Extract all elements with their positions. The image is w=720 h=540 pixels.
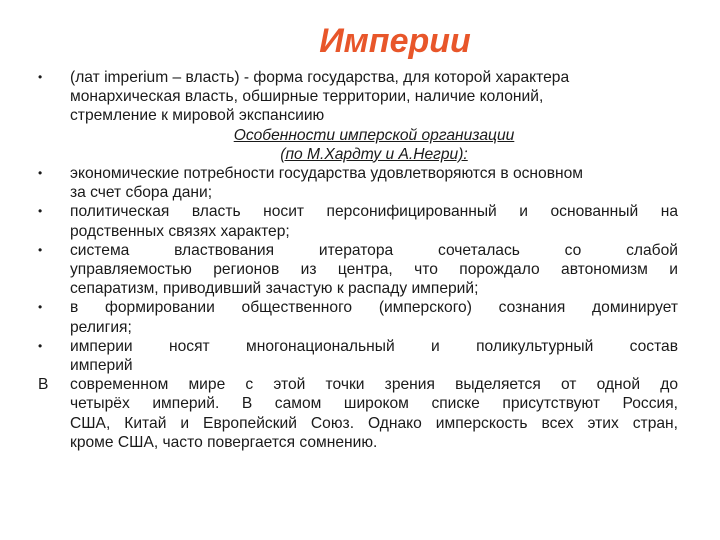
item-line: империй bbox=[70, 357, 133, 375]
bullet-icon: • bbox=[38, 338, 43, 353]
item-line: система властвования итератора сочеталась со слабой bbox=[70, 241, 678, 259]
list-item bbox=[38, 202, 678, 240]
item-line: в формировании общественного (имперского) сознания доминирует bbox=[70, 299, 678, 317]
intro-line: (лат imperium – власть) - форма государства, для которой характера bbox=[70, 69, 570, 86]
closing-line: четырёх империй. В самом широком списке присутствуют Россия, bbox=[70, 395, 678, 413]
intro-line: стремление к мировой экспансиию bbox=[70, 107, 325, 125]
item-line: религия; bbox=[70, 318, 132, 336]
bullet-icon: • bbox=[38, 300, 43, 315]
closing-line: кроме США, часто повергается сомнению. bbox=[70, 433, 378, 451]
item-line: политическая власть носит персонифицированный и основанный на bbox=[70, 203, 678, 221]
bullet-icon: • bbox=[38, 70, 43, 84]
bullet-icon: • bbox=[38, 204, 43, 219]
subheading-line-1: Особенности имперской организации bbox=[233, 126, 515, 144]
item-line: сепаратизм, приводивший зачастую к распаду империй; bbox=[70, 280, 479, 298]
closing-line: современном мире с этой точки зрения выделяется от одной до bbox=[70, 376, 678, 394]
item-line: управляемостью регионов из центра, что порождало автономизм и bbox=[70, 261, 678, 279]
slide-title: Империи bbox=[319, 22, 471, 60]
closing-prefix: В bbox=[38, 376, 49, 394]
list-item bbox=[38, 337, 678, 375]
closing-line: США, Китай и Европейский Союз. Однако имперскость всех этих стран, bbox=[70, 414, 678, 432]
bullet-icon: • bbox=[38, 166, 43, 181]
list-item bbox=[38, 298, 678, 336]
item-line: империи носят многонациональный и поликультурный состав bbox=[70, 337, 678, 355]
item-line: родственных связях характер; bbox=[70, 222, 290, 240]
slide-content bbox=[38, 68, 678, 452]
intro-paragraph bbox=[38, 68, 678, 126]
intro-line: монархическая власть, обширные территории, наличие колоний, bbox=[70, 88, 544, 106]
item-line: экономические потребности государства удовлетворяются в основном bbox=[70, 165, 583, 183]
closing-paragraph bbox=[38, 375, 678, 452]
subheading-line-2: (по М.Хардту и А.Негри): bbox=[280, 145, 468, 163]
item-line: за счет сбора дани; bbox=[70, 184, 213, 202]
bullet-icon: • bbox=[38, 242, 43, 257]
list-item bbox=[38, 164, 678, 202]
list-item bbox=[38, 241, 678, 299]
